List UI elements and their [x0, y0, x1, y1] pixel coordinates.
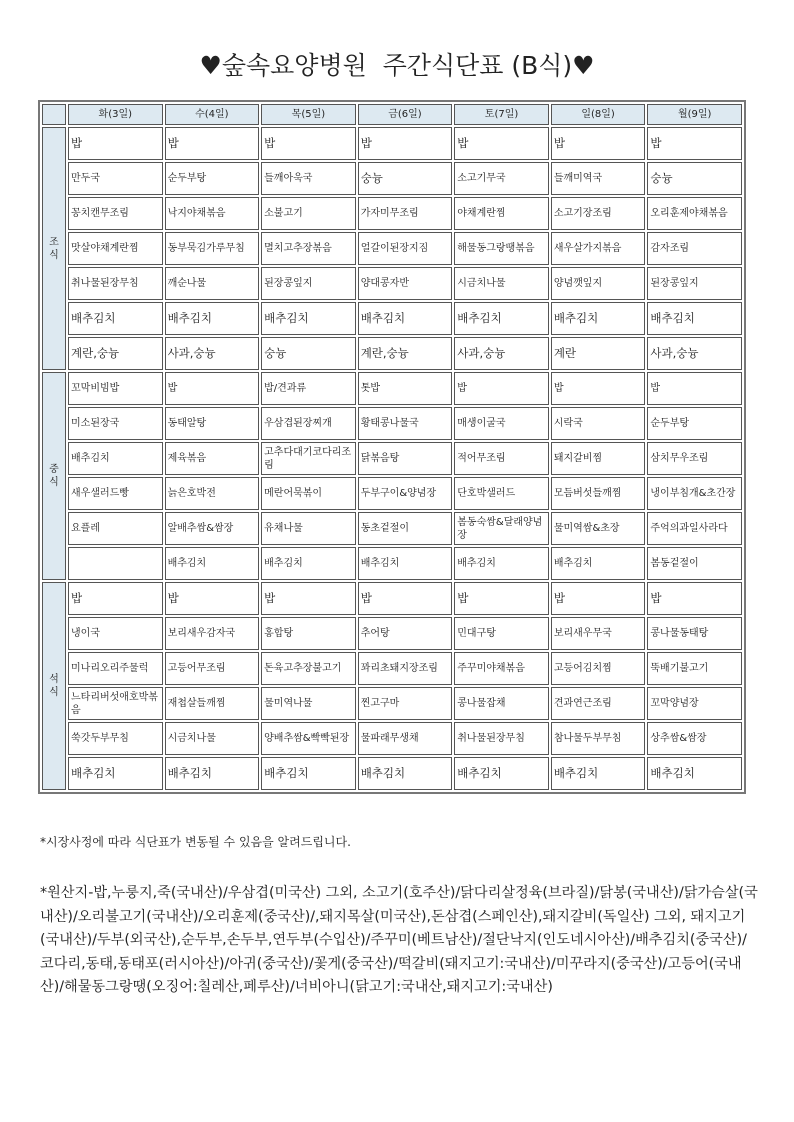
menu-item: 밥 [551, 582, 646, 615]
menu-item: 추어탕 [358, 617, 453, 650]
menu-item: 홍합탕 [261, 617, 356, 650]
header-corner [42, 104, 66, 125]
menu-item: 취나물된장무침 [68, 267, 163, 300]
menu-item: 배추김치 [551, 547, 646, 580]
day-header: 토(7일) [454, 104, 549, 125]
menu-row [42, 477, 742, 510]
menu-item: 계란,숭늉 [358, 337, 453, 370]
menu-item: 계란,숭늉 [68, 337, 163, 370]
menu-item: 밥 [647, 582, 742, 615]
menu-item: 배추김치 [261, 302, 356, 335]
menu-item: 배추김치 [454, 757, 549, 790]
menu-item: 배추김치 [261, 547, 356, 580]
menu-row [42, 512, 742, 545]
menu-item: 쑥갓두부무침 [68, 722, 163, 755]
menu-item: 배추김치 [358, 302, 453, 335]
menu-item: 봄동숙쌈&달래양념장 [454, 512, 549, 545]
menu-row [42, 442, 742, 475]
menu-item: 만두국 [68, 162, 163, 195]
menu-item: 고등어무조림 [165, 652, 260, 685]
menu-item: 계란 [551, 337, 646, 370]
menu-item: 고등어김치찜 [551, 652, 646, 685]
menu-item: 밥 [647, 372, 742, 405]
menu-item: 민대구탕 [454, 617, 549, 650]
menu-item: 배추김치 [551, 757, 646, 790]
menu-item: 양대콩자반 [358, 267, 453, 300]
menu-item: 견과연근조림 [551, 687, 646, 720]
menu-item: 밥 [647, 127, 742, 160]
menu-item: 요플레 [68, 512, 163, 545]
menu-row [42, 337, 742, 370]
meal-label: 석 식 [42, 582, 66, 790]
menu-item: 낙지야채볶음 [165, 197, 260, 230]
day-header: 금(6일) [358, 104, 453, 125]
menu-item: 재첩살들깨찜 [165, 687, 260, 720]
menu-item: 시금치나물 [165, 722, 260, 755]
menu-item: 사과,숭늉 [165, 337, 260, 370]
menu-item: 배추김치 [261, 757, 356, 790]
menu-item: 밥 [551, 372, 646, 405]
menu-item: 시락국 [551, 407, 646, 440]
menu-item: 보리새우감자국 [165, 617, 260, 650]
menu-item: 밥 [261, 127, 356, 160]
page-title: ♥숲속요양병원 주간식단표 (B식)♥ [199, 51, 595, 80]
menu-item: 가자미무조림 [358, 197, 453, 230]
menu-item: 우삼겹된장찌개 [261, 407, 356, 440]
menu-item: 새우샐러드빵 [68, 477, 163, 510]
menu-item: 배추김치 [358, 757, 453, 790]
menu-item: 뚝배기불고기 [647, 652, 742, 685]
menu-item: 숭늉 [647, 162, 742, 195]
menu-row [42, 582, 742, 615]
menu-item: 물미역쌈&초장 [551, 512, 646, 545]
menu-item: 주억의과일사라다 [647, 512, 742, 545]
menu-item: 물파래무생채 [358, 722, 453, 755]
day-header: 화(3일) [68, 104, 163, 125]
meal-label: 중 식 [42, 372, 66, 580]
menu-item: 유채나물 [261, 512, 356, 545]
menu-item: 단호박샐러드 [454, 477, 549, 510]
menu-item: 봄동겉절이 [647, 547, 742, 580]
menu-item: 고추다대기코다리조림 [261, 442, 356, 475]
menu-item: 적어무조림 [454, 442, 549, 475]
menu-item: 밥 [68, 127, 163, 160]
menu-item: 찐고구마 [358, 687, 453, 720]
notice-text: *시장사정에 따라 식단표가 변동될 수 있음을 알려드립니다. [40, 835, 351, 849]
menu-item: 황태콩나물국 [358, 407, 453, 440]
weekly-menu-table [38, 100, 746, 794]
menu-row [42, 372, 742, 405]
menu-item: 된장콩잎지 [261, 267, 356, 300]
menu-item: 배추김치 [551, 302, 646, 335]
menu-item: 느타리버섯애호박볶음 [68, 687, 163, 720]
day-header: 목(5일) [261, 104, 356, 125]
menu-item: 냉이부침개&초간장 [647, 477, 742, 510]
menu-item: 맛살야채계란찜 [68, 232, 163, 265]
menu-item: 배추김치 [647, 757, 742, 790]
menu-item: 소불고기 [261, 197, 356, 230]
menu-item: 멸치고추장볶음 [261, 232, 356, 265]
menu-item: 밥 [454, 127, 549, 160]
menu-item: 제육볶음 [165, 442, 260, 475]
menu-row [42, 127, 742, 160]
menu-item: 동부묵김가루무침 [165, 232, 260, 265]
menu-item: 배추김치 [647, 302, 742, 335]
menu-item: 밥 [454, 372, 549, 405]
menu-item: 감자조림 [647, 232, 742, 265]
menu-item: 톳밥 [358, 372, 453, 405]
menu-item: 취나물된장무침 [454, 722, 549, 755]
menu-item: 밥 [551, 127, 646, 160]
menu-item: 콩나물잡채 [454, 687, 549, 720]
menu-row [42, 407, 742, 440]
menu-body [42, 127, 742, 790]
menu-item [68, 547, 163, 580]
menu-row [42, 547, 742, 580]
menu-item: 배추김치 [454, 547, 549, 580]
menu-item: 미나리오리주물럭 [68, 652, 163, 685]
menu-item: 숭늉 [358, 162, 453, 195]
menu-item: 야채계란찜 [454, 197, 549, 230]
menu-item: 두부구이&양념장 [358, 477, 453, 510]
menu-row [42, 617, 742, 650]
menu-item: 닭볶음탕 [358, 442, 453, 475]
menu-item: 주꾸미야채볶음 [454, 652, 549, 685]
menu-item: 상추쌈&쌈장 [647, 722, 742, 755]
menu-item: 깨순나물 [165, 267, 260, 300]
menu-item: 꼬막양념장 [647, 687, 742, 720]
menu-item: 사과,숭늉 [647, 337, 742, 370]
menu-item: 늙은호박전 [165, 477, 260, 510]
menu-item: 밥 [165, 127, 260, 160]
origin-info: *원산지-밥,누룽지,죽(국내산)/우삼겹(미국산) 그외, 소고기(호주산)/닭다리살정육(브라질)/닭봉(국내산)/닭가슴살(국내산)/오리불고기(국내산)/오리훈제(중국산)/,돼지목살(미국산),돈삼겹(스페인산),돼지갈비(독일산) 그외, 돼지고기(국내산)/두부(외국산),순두부,손두부,연두부(수입산)/주꾸미(베트남산)/절단낙지(인도네시아산)/배추김치(중국산)/코다리,동태,동태포(러시아산)/아귀(중국산)/꽃게(중국산)/떡갈비(돼지고기:국내산)/미꾸라지(중국산)/고등어(국내산)/해물동그랑땡(오징어:칠레산,페루산)/너비아니(닭고기:국내산,돼지고기:국내산) [40, 885, 758, 995]
menu-row [42, 162, 742, 195]
menu-item: 미소된장국 [68, 407, 163, 440]
menu-row [42, 757, 742, 790]
menu-item: 밥 [261, 582, 356, 615]
menu-row [42, 197, 742, 230]
menu-item: 새우살가지볶음 [551, 232, 646, 265]
day-header: 일(8일) [551, 104, 646, 125]
menu-item: 밥 [358, 127, 453, 160]
menu-item: 동태알탕 [165, 407, 260, 440]
menu-item: 양념깻잎지 [551, 267, 646, 300]
menu-item: 콩나물동태탕 [647, 617, 742, 650]
menu-item: 사과,숭늉 [454, 337, 549, 370]
menu-item: 숭늉 [261, 337, 356, 370]
menu-item: 들깨미역국 [551, 162, 646, 195]
menu-item: 순두부탕 [165, 162, 260, 195]
menu-item: 양배추쌈&빡빡된장 [261, 722, 356, 755]
menu-item: 매생이굴국 [454, 407, 549, 440]
menu-item: 밥/견과류 [261, 372, 356, 405]
menu-item: 배추김치 [68, 442, 163, 475]
menu-item: 보리새우무국 [551, 617, 646, 650]
menu-item: 들깨아욱국 [261, 162, 356, 195]
menu-item: 알배추쌈&쌈장 [165, 512, 260, 545]
menu-item: 밥 [68, 582, 163, 615]
menu-item: 꽈리초돼지장조림 [358, 652, 453, 685]
menu-item: 밥 [165, 582, 260, 615]
day-header: 월(9일) [647, 104, 742, 125]
menu-item: 배추김치 [68, 302, 163, 335]
menu-item: 꽁치캔무조림 [68, 197, 163, 230]
menu-item: 배추김치 [165, 757, 260, 790]
menu-item: 배추김치 [358, 547, 453, 580]
menu-row [42, 722, 742, 755]
menu-item: 배추김치 [165, 547, 260, 580]
menu-item: 오리훈제야채볶음 [647, 197, 742, 230]
meal-label: 조 식 [42, 127, 66, 370]
menu-item: 돈육고추장불고기 [261, 652, 356, 685]
menu-item: 참나물두부무침 [551, 722, 646, 755]
menu-item: 순두부탕 [647, 407, 742, 440]
menu-item: 돼지갈비찜 [551, 442, 646, 475]
menu-item: 밥 [454, 582, 549, 615]
menu-item: 된장콩잎지 [647, 267, 742, 300]
menu-item: 얼갈이된장지짐 [358, 232, 453, 265]
menu-item: 밥 [165, 372, 260, 405]
menu-row [42, 232, 742, 265]
menu-item: 시금치나물 [454, 267, 549, 300]
menu-item: 메란어묵볶이 [261, 477, 356, 510]
day-header: 수(4일) [165, 104, 260, 125]
menu-row [42, 687, 742, 720]
menu-item: 동초겉절이 [358, 512, 453, 545]
menu-item: 소고기무국 [454, 162, 549, 195]
day-header-row [42, 104, 742, 125]
menu-row [42, 302, 742, 335]
menu-item: 해물동그랑땡볶음 [454, 232, 549, 265]
menu-item: 냉이국 [68, 617, 163, 650]
menu-item: 모듬버섯들깨찜 [551, 477, 646, 510]
menu-item: 배추김치 [454, 302, 549, 335]
menu-item: 소고기장조림 [551, 197, 646, 230]
menu-item: 밥 [358, 582, 453, 615]
menu-row [42, 652, 742, 685]
menu-row [42, 267, 742, 300]
menu-item: 삼치무우조림 [647, 442, 742, 475]
menu-item: 배추김치 [68, 757, 163, 790]
menu-item: 물미역나물 [261, 687, 356, 720]
menu-item: 꼬막비빔밥 [68, 372, 163, 405]
menu-item: 배추김치 [165, 302, 260, 335]
